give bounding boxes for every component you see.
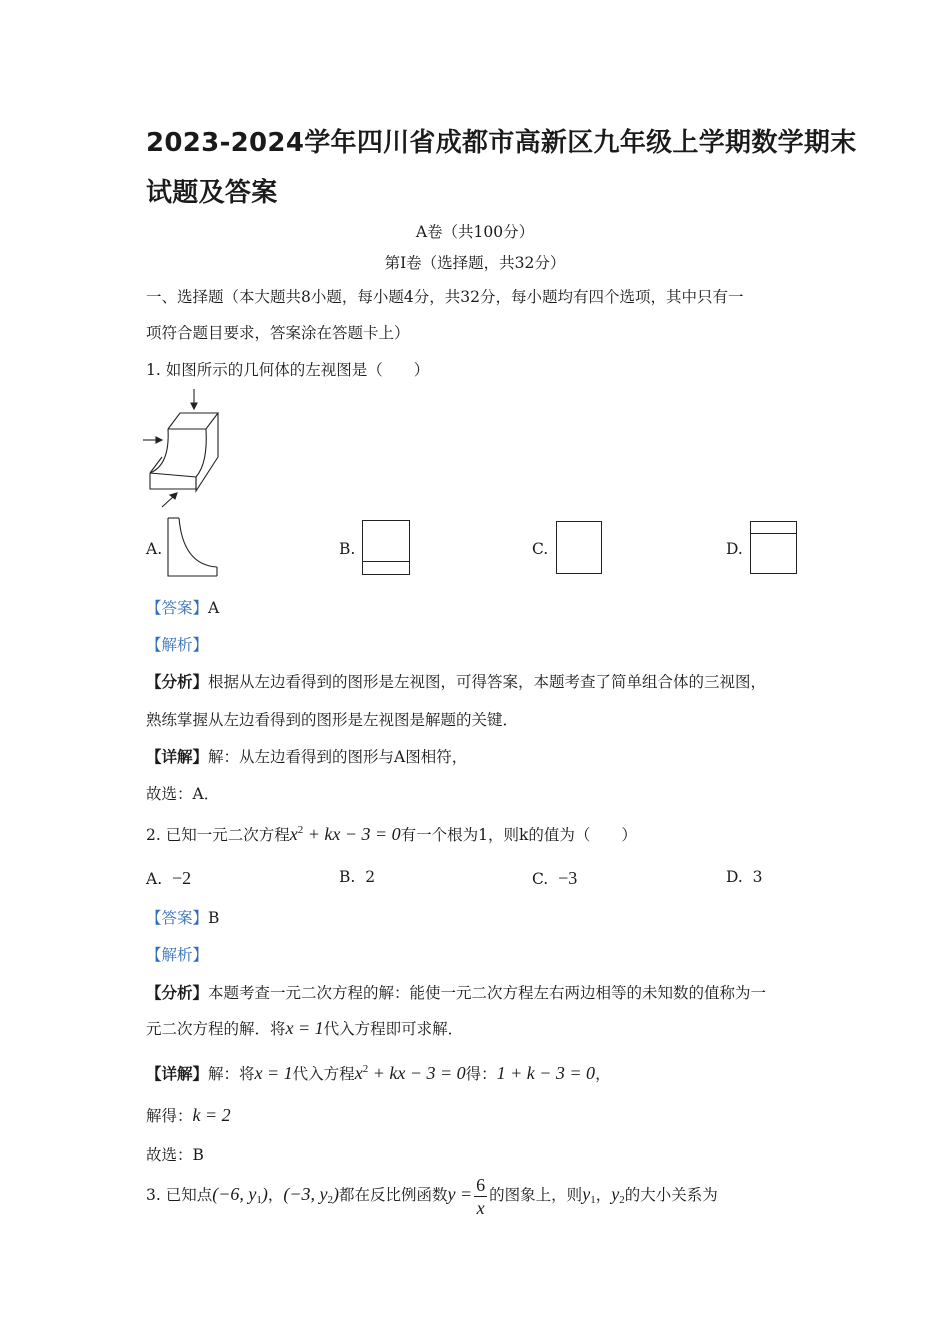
q2-detail-pre: 解：将 <box>208 1065 255 1083</box>
q2-answer-row <box>146 906 219 928</box>
q2-solve <box>146 1104 231 1126</box>
intro-line-2: 项符合题目要求，答案涂在答题卡上） <box>146 324 410 342</box>
q2-option-b <box>339 868 375 886</box>
q2-detail-get: 得： <box>465 1065 497 1083</box>
q2-option-b-value: 2 <box>365 868 376 886</box>
q2-eq-sup: 2 <box>297 824 304 836</box>
q1-analysis-line-1 <box>146 670 766 692</box>
q3-point-2: (−3, y <box>283 1184 328 1204</box>
q1-option-b-label: B. <box>339 540 356 558</box>
q1-analysis-text: 根据从左边看得到的图形是左视图，可得答案，本题考查了简单组合体的三视图， <box>208 673 767 691</box>
q3-comma: ， <box>267 1186 284 1204</box>
q1-stem: 1. 如图所示的几何体的左视图是（ ） <box>146 361 430 379</box>
q2-analysis-pre: 元二次方程的解．将 <box>146 1020 286 1038</box>
q1-detail-tag: 【详解】 <box>146 747 209 766</box>
q2-detail-eq2-sup: 2 <box>362 1063 369 1075</box>
q3-point-1: (−6, y <box>212 1184 257 1204</box>
q1-choose: 故选：A． <box>146 785 220 803</box>
q1-option-c-figure <box>556 521 602 574</box>
q1-answer-tag: 【答案】 <box>146 599 209 617</box>
q2-option-c <box>532 868 577 889</box>
q2-solve-eq: k = 2 <box>192 1105 231 1125</box>
q2-analysis-line-2 <box>146 1017 463 1039</box>
q3-post-1: 的图象上，则 <box>489 1186 583 1204</box>
section-a-header: A卷（共100分） <box>415 223 535 241</box>
q2-option-d <box>726 868 763 886</box>
q3-sep: ， <box>595 1186 612 1204</box>
q1-detail <box>146 745 467 767</box>
q3-post-2: 的大小关系为 <box>624 1186 718 1204</box>
intro-line-1: 一、选择题（本大题共8小题，每小题4分，共32分，每小题均有四个选项，其中只有一 <box>146 288 744 306</box>
q3-point-1-close: ) <box>261 1184 268 1204</box>
page-title: 2023-2024学年四川省成都市高新区九年级上学期数学期末 <box>146 128 857 158</box>
q3-y2-sub: 2 <box>619 1194 625 1206</box>
q2-analysis-tag: 【分析】 <box>146 983 209 1002</box>
q2-detail-eq2-x: x <box>354 1063 363 1083</box>
q2-analysis-text: 本题考查一元二次方程的解：能使一元二次方程左右两边相等的未知数的值称为一 <box>208 984 767 1002</box>
q2-option-c-value: −3 <box>558 868 578 888</box>
q3-func-y: y = <box>447 1184 473 1204</box>
q1-jiexi-tag: 【解析】 <box>146 636 209 654</box>
q1-option-a-label: A. <box>146 540 163 558</box>
page-title-line2: 试题及答案 <box>146 178 278 208</box>
q2-detail-end: ， <box>595 1065 611 1083</box>
q2-detail <box>146 1062 611 1084</box>
section-1-header: 第Ⅰ卷（选择题，共32分） <box>384 254 566 272</box>
q2-option-a <box>146 868 191 889</box>
q1-analysis-line-2: 熟练掌握从左边看得到的图形是左视图是解题的关键． <box>146 711 519 729</box>
q2-answer: B <box>208 909 220 927</box>
q2-stem <box>146 823 637 845</box>
q1-detail-text: 解：从左边看得到的图形与A图相符， <box>208 748 468 766</box>
q3-point-1-sub: 1 <box>256 1194 262 1206</box>
q1-solid-figure <box>140 385 230 510</box>
q2-detail-tag: 【详解】 <box>146 1064 209 1083</box>
q2-eq-rest: + kx − 3 = 0 <box>303 824 401 844</box>
q3-mid: 都在反比例函数 <box>339 1186 448 1204</box>
q1-option-c-label: C. <box>532 540 549 558</box>
q2-jiexi-tag: 【解析】 <box>146 946 209 964</box>
q2-detail-mid: 代入方程 <box>292 1065 355 1083</box>
q2-answer-tag: 【答案】 <box>146 909 209 927</box>
q3-point-2-close: ) <box>333 1184 340 1204</box>
q2-stem-post: 有一个根为1，则k的值为（ ） <box>400 826 637 844</box>
q1-option-d-figure <box>750 521 797 574</box>
q3-stem <box>146 1172 718 1217</box>
q3-fraction-den: x <box>476 1197 485 1218</box>
q2-option-a-value: −2 <box>171 868 192 888</box>
q3-fraction <box>474 1176 487 1217</box>
q1-analysis-tag: 【分析】 <box>146 672 209 691</box>
q2-analysis-line-1 <box>146 981 766 1003</box>
q3-y1-sub: 1 <box>590 1194 596 1206</box>
q1-answer: A <box>208 599 220 617</box>
q2-eq-x: x <box>289 824 298 844</box>
q2-detail-eq1: x = 1 <box>254 1063 293 1083</box>
q2-choose: 故选：B <box>146 1146 204 1164</box>
q2-analysis-eq: x = 1 <box>285 1018 324 1038</box>
q2-option-c-label: C. <box>532 870 549 888</box>
q2-option-a-label: A. <box>146 870 163 888</box>
q3-y2: y <box>611 1184 620 1204</box>
q2-option-d-label: D. <box>726 868 743 886</box>
q3-stem-pre: 3. 已知点 <box>146 1186 213 1204</box>
q1-option-a-figure <box>167 517 219 577</box>
q2-detail-eq2-rest: + kx − 3 = 0 <box>368 1063 466 1083</box>
q2-option-d-value: 3 <box>752 868 763 886</box>
q2-solve-label: 解得： <box>146 1107 193 1125</box>
q1-answer-row <box>146 596 219 618</box>
q2-detail-eq3: 1 + k − 3 = 0 <box>496 1063 596 1083</box>
q2-stem-pre: 2. 已知一元二次方程 <box>146 826 290 844</box>
q1-option-d-label: D. <box>726 540 743 558</box>
q2-option-b-label: B. <box>339 868 356 886</box>
q3-y1: y <box>582 1184 591 1204</box>
q3-point-2-sub: 2 <box>327 1194 334 1206</box>
q2-analysis-post: 代入方程即可求解． <box>323 1020 464 1038</box>
q3-fraction-num: 6 <box>476 1174 486 1195</box>
q1-option-b-figure <box>362 520 410 575</box>
